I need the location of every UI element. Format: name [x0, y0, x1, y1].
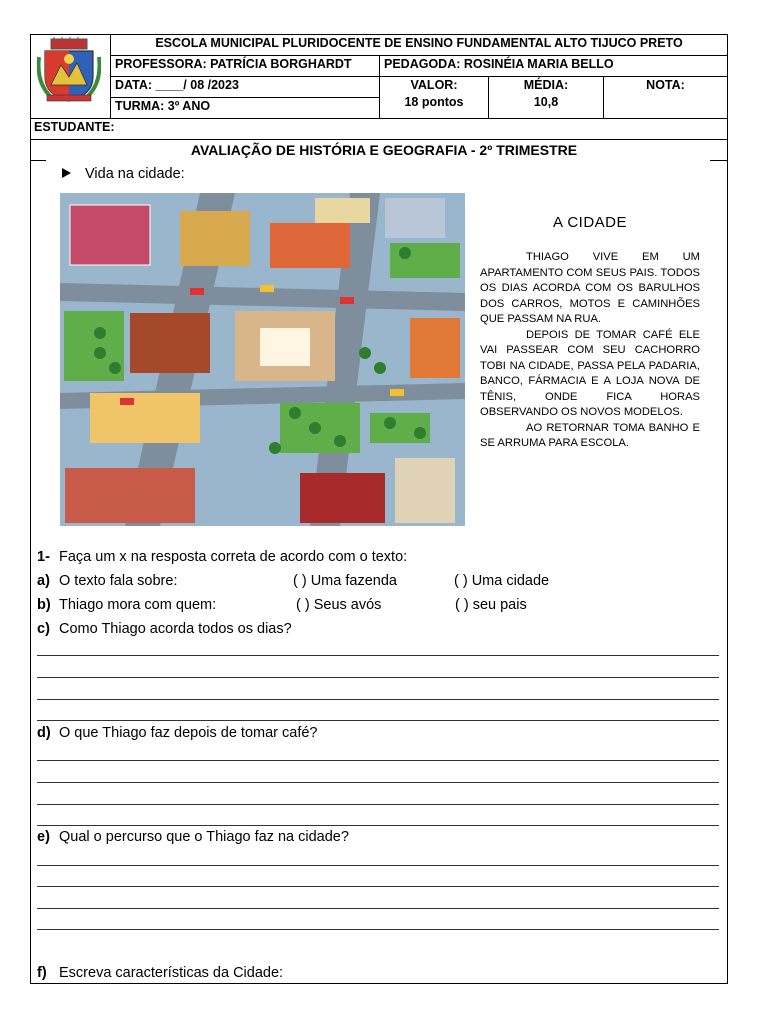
story-text: [480, 250, 700, 452]
page-title: AVALIAÇÃO DE HISTÓRIA E GEOGRAFIA - 2º TRIMESTRE: [190, 142, 578, 158]
question-b-text: Thiago mora com quem:: [59, 597, 217, 613]
answer-line[interactable]: [37, 677, 719, 678]
question-d-text: O que Thiago faz depois de tomar café?: [59, 725, 318, 741]
grade-label: NOTA:: [646, 78, 685, 92]
question-b: [37, 597, 216, 613]
school-name: ESCOLA MUNICIPAL PLURIDOCENTE DE ENSINO FUNDAMENTAL ALTO TIJUCO PRETO: [111, 35, 728, 56]
answer-line[interactable]: [37, 699, 719, 700]
question-f: [37, 965, 283, 981]
average-cell: [489, 77, 604, 119]
option-a-city[interactable]: ( ) Uma cidade: [454, 573, 550, 589]
student-field: ESTUDANTE:: [30, 119, 728, 140]
story-paragraph-1: THIAGO VIVE EM UM APARTAMENTO COM SEUS PAIS. TODOS OS DIAS ACORDA COM OS BARULHOS DOS CARROS, MOTOS E CAMINHÕES QUE PASSAM NA RUA.: [480, 251, 700, 325]
value-cell: [380, 77, 489, 119]
question-e-text: Qual o percurso que o Thiago faz na cidade?: [59, 829, 349, 845]
header-table: [30, 34, 728, 140]
question-c-text: Como Thiago acorda todos os dias?: [59, 621, 292, 637]
question-c-letter: c): [37, 621, 50, 637]
option-b-parents[interactable]: ( ) seu pais: [455, 597, 527, 613]
answer-line[interactable]: [37, 804, 719, 805]
answer-line[interactable]: [37, 825, 719, 826]
answer-line[interactable]: [37, 865, 719, 866]
answer-line[interactable]: [37, 908, 719, 909]
question-1: [37, 549, 407, 565]
arrow-bullet-icon: [62, 168, 71, 178]
story-paragraph-3: AO RETORNAR TOMA BANHO E SE ARRUMA PARA ESCOLA.: [480, 421, 700, 449]
option-b-grandparents[interactable]: ( ) Seus avós: [296, 597, 382, 613]
story-title: A CIDADE: [552, 214, 628, 231]
title-rule-left: [30, 160, 46, 161]
question-c: [37, 621, 292, 637]
answer-line[interactable]: [37, 782, 719, 783]
option-a-farm[interactable]: ( ) Uma fazenda: [293, 573, 397, 589]
question-1-text: Faça um x na resposta correta de acordo com o texto:: [59, 549, 408, 565]
average-label: MÉDIA:: [523, 78, 569, 92]
question-d: [37, 725, 317, 741]
grade-cell: [604, 77, 728, 119]
answer-line[interactable]: [37, 720, 719, 721]
city-illustration: [60, 193, 465, 526]
question-d-letter: d): [37, 725, 51, 741]
question-a: [37, 573, 177, 589]
section-heading: [62, 166, 185, 182]
question-f-letter: f): [37, 965, 47, 981]
question-e: [37, 829, 349, 845]
date-field: DATA: ____/ 08 /2023: [111, 77, 380, 98]
value-label: VALOR:: [410, 78, 458, 92]
answer-line[interactable]: [37, 655, 719, 656]
question-e-letter: e): [37, 829, 50, 845]
question-a-text: O texto fala sobre:: [59, 573, 178, 589]
answer-line[interactable]: [37, 886, 719, 887]
title-rule-right: [710, 160, 728, 161]
question-f-text: Escreva características da Cidade:: [59, 965, 284, 981]
school-crest-logo: [37, 37, 101, 103]
answer-line[interactable]: [37, 929, 719, 930]
section-heading-text: Vida na cidade:: [85, 166, 185, 182]
question-1-number: 1-: [37, 549, 50, 565]
pedagogue-name: PEDAGODA: ROSINÉIA MARIA BELLO: [380, 56, 728, 77]
question-a-letter: a): [37, 573, 50, 589]
story-paragraph-2: DEPOIS DE TOMAR CAFÉ ELE VAI PASSEAR COM SEU CACHORRO TOBI NA CIDADE, PASSA PELA PADARIA, BANCO, FÁRMACIA E A LOJA NOVA DE TÊNIS, ONDE FICA HORAS OBSERVANDO OS NOVOS MODELOS.: [480, 328, 700, 418]
teacher-name: PROFESSORA: PATRÍCIA BORGHARDT: [111, 56, 380, 77]
average-value: 10,8: [533, 95, 559, 109]
class-field: TURMA: 3º ANO: [111, 98, 380, 119]
value-text: 18 pontos: [404, 95, 464, 109]
question-b-letter: b): [37, 597, 51, 613]
answer-line[interactable]: [37, 760, 719, 761]
